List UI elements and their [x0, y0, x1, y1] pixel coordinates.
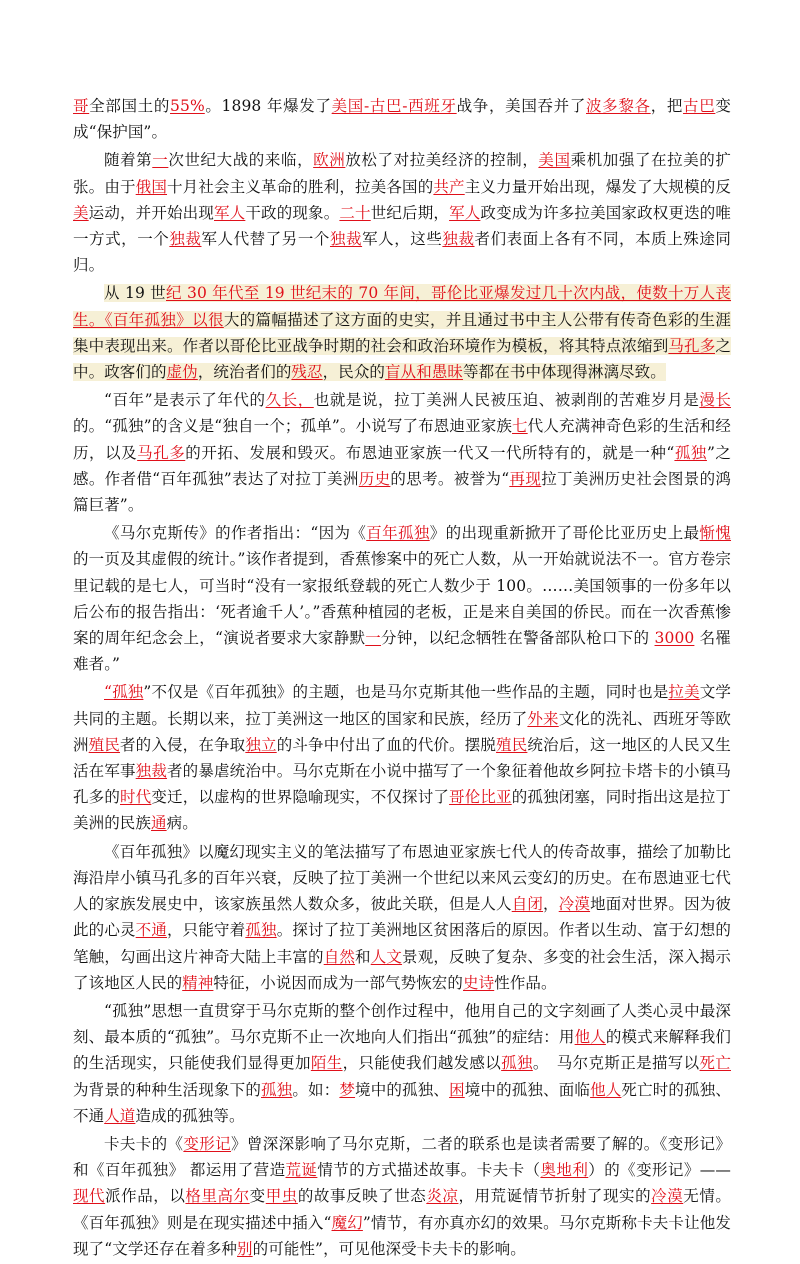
paragraph	[73, 1131, 731, 1262]
highlighted-text: 惭愧	[699, 524, 732, 543]
text-run: 文化的洗礼、西班牙等欧洲	[73, 709, 731, 754]
highlighted-text: 独裁	[442, 230, 475, 249]
text-run: 世纪后期，	[370, 203, 450, 222]
text-run: 》的出现重新掀开了哥伦比亚历史上最	[429, 524, 700, 543]
text-run: 之中。政客们的	[73, 336, 731, 382]
text-run: 特征，小说因而成为一部气势恢宏的	[213, 973, 464, 992]
paragraph	[73, 93, 731, 145]
text-run: 病。	[166, 814, 198, 833]
highlighted-text: 历史	[358, 469, 391, 488]
text-run: 景观，反映了复杂、多变的社会生活，深入揭示了该地区人民的	[73, 947, 731, 992]
highlighted-text: 纪 30 年代至 19 世纪末的 70 年间，哥伦比亚爆发过几十次内战，使数十万人丧生。《百年孤独》以很	[73, 284, 732, 329]
highlighted-text: 人道	[104, 1106, 136, 1125]
highlighted-text: 困	[449, 1080, 465, 1099]
highlighted-text: 百年孤独	[366, 524, 430, 543]
text-run: ，	[543, 895, 559, 914]
highlighted-text: 奥地利	[540, 1161, 589, 1180]
highlighted-text: 死亡	[699, 1054, 731, 1073]
paragraph	[73, 839, 731, 996]
text-run: 战争，美国吞并了	[456, 97, 586, 115]
highlighted-text: 拉美	[668, 683, 700, 702]
highlighted-text: 孤独	[674, 443, 707, 462]
highlighted-text: 冷漠	[558, 895, 591, 914]
text-run: 的模式来解释我们的生活现实，只能使我们显得更加	[73, 1028, 731, 1073]
highlighted-text: 美	[73, 203, 89, 222]
text-run: “百年”是表示了年代的	[104, 391, 266, 410]
highlighted-text: 格里高尔	[185, 1187, 250, 1206]
highlighted-text: 俄国	[135, 177, 168, 196]
highlighted-text: 独裁	[135, 762, 168, 781]
text-run: 境中的孤独、	[355, 1080, 450, 1099]
highlighted-text: 55%	[170, 97, 205, 115]
text-run: 的一页及其虚假的统计。”该作者提到，香蕉惨案中的死亡人数，从一开始就说法不一。官方卷宗里记载的是七人，可当时“没有一家报纸登载的死亡人数少于 100。……美国领事的一份多年以后公布的报告指出：‘死者逾千人’。”香蕉种植园的老板，正是来自美国的侨民。而在一次香蕉惨案的周年纪念会上，“演说者要求大家静默	[73, 550, 731, 648]
highlighted-text: 独立	[245, 735, 277, 754]
paragraph	[73, 147, 731, 278]
text-run: 的开拓、发展和毁灭。布恩迪亚家族一代又一代所特有的，就是一种“	[185, 443, 675, 462]
text-run: 分钟，以纪念牺牲在警备部队枪口下的	[381, 629, 655, 648]
text-run: 军人，这些	[362, 230, 443, 249]
paragraph	[73, 520, 731, 677]
text-run: 《百年孤独》以魔幻现实主义的笔法描写了布恩迪亚家族七代人的传奇故事，描绘了加勒比海沿岸小镇马孔多的百年兴衰，反映了拉丁美洲一个世纪以来风云变幻的历史。在布恩迪亚七代人的家族发展史中，该家族虽然人数众多，彼此关联，但是人人	[73, 842, 731, 914]
highlighted-text: 波多黎各	[586, 97, 651, 115]
highlighted-text: 盲从和愚昧	[385, 363, 464, 382]
text-run: 代人充满神奇色彩的生活和经历，以及	[73, 417, 731, 462]
text-run: 的故事反映了世态	[297, 1187, 427, 1206]
text-run: ”不仅是《百年孤独》的主题，也是马尔克斯其他一些作品的主题，同时也是	[143, 683, 669, 702]
highlighted-text: 马孔多	[137, 443, 186, 462]
highlighted-text: 现代	[73, 1187, 106, 1206]
paragraph	[73, 280, 731, 385]
highlighted-text: 精神	[182, 973, 214, 992]
highlighted-text: “孤独	[104, 683, 144, 702]
highlighted-text: 梦	[339, 1080, 356, 1099]
highlighted-text: 共产	[433, 177, 465, 196]
text-run: 的可能性”，可见他深受卡夫卡的影响。	[252, 1239, 526, 1258]
text-run: 情节的方式描述故事。卡夫卡（	[317, 1161, 541, 1180]
text-run: 统治后，这一地区的人民又生活在军事	[73, 735, 731, 781]
text-run: 造成的孤独等。	[135, 1106, 245, 1125]
text-run: 军人代替了另一个	[201, 230, 330, 249]
text-run: 运动，并开始出现	[88, 203, 215, 222]
text-run: 随着第	[104, 151, 153, 170]
highlighted-text: 变形记	[183, 1134, 231, 1153]
text-run: 干政的现象。	[245, 203, 340, 222]
text-run: 从 19 世	[104, 284, 166, 303]
text-run: ，用荒诞情节折射了现实的	[458, 1187, 652, 1206]
highlighted-text: 冷漠	[651, 1187, 684, 1206]
highlighted-text: 一	[152, 151, 169, 170]
highlighted-text: 军人	[449, 203, 481, 222]
text-run: ）的《变形记》——	[588, 1161, 732, 1180]
text-run: 变迁，以虚构的世界隐喻现实，不仅探讨了	[151, 788, 450, 807]
highlighted-text: 独裁	[329, 230, 363, 249]
text-run: 者的暴虐统治中。马尔克斯在小说中描写了一个象征着他故乡阿拉卡塔卡的小镇马孔多的	[73, 762, 731, 807]
highlighted-text: 哥	[73, 97, 90, 115]
text-run: 。1898 年爆发了	[204, 97, 332, 115]
highlighted-text: 陌生	[310, 1054, 343, 1073]
highlighted-text: 别	[237, 1239, 253, 1258]
highlighted-text: 他人	[574, 1028, 606, 1047]
highlighted-text: 甲虫	[265, 1187, 298, 1206]
highlighted-text: 荒诞	[285, 1161, 318, 1180]
text-run: ，只能使我们越发感以	[342, 1054, 502, 1073]
text-run: 次世纪大战的来临，	[168, 151, 314, 170]
text-run: 者们表面上各有不同，本质上殊途同归。	[73, 230, 731, 275]
highlighted-text: 通	[151, 814, 167, 833]
text-run: 性作品。	[494, 973, 557, 992]
highlighted-text: 独裁	[169, 230, 202, 249]
text-run: 。探讨了拉丁美洲地区贫困落后的原因。作者以生动、富于幻想的笔触，勾画出这片神奇大陆上丰富的	[73, 921, 731, 966]
highlighted-text: 史诗	[463, 973, 495, 992]
text-run: 等都在书中体现得淋漓尽致。	[463, 363, 666, 382]
text-run: 地面对世界。因为彼此的心灵	[73, 895, 732, 940]
highlighted-text: 孤独	[245, 921, 277, 940]
highlighted-text: 残忍	[291, 363, 323, 382]
highlighted-text: 外来	[527, 709, 559, 728]
text-run: 放松了对拉美经济的控制，	[345, 151, 539, 170]
text-run: 全部国土的	[89, 97, 171, 115]
document-body	[73, 93, 731, 1264]
highlighted-text: 久长，	[265, 391, 314, 410]
text-run: ，统治者们的	[197, 363, 292, 382]
text-run: 《马尔克斯传》的作者指出：“因为《	[104, 524, 367, 543]
text-run: “孤独”思想一直贯穿于马尔克斯的整个创作过程中，他用自己的文字刻画了人类心灵中最深刻、最本质的“孤独”。马尔克斯不止一次地向人们指出“孤独”的症结：用	[73, 1001, 731, 1047]
text-run: 的思考。被誉为“	[390, 469, 510, 488]
text-run: 十月社会主义革命的胜利，拉美各国的	[167, 177, 434, 196]
text-run: 的。“孤独”的含义是“独自一个；孤单”。小说写了布恩迪亚家族	[73, 417, 513, 436]
highlighted-text: 他人	[590, 1080, 622, 1099]
text-run: 卡夫卡的《	[104, 1134, 184, 1153]
paragraph	[73, 387, 731, 518]
highlighted-text: 自闭	[511, 895, 544, 914]
highlighted-text: 欧洲	[313, 151, 346, 170]
text-run: 者的入侵，在争取	[120, 735, 246, 754]
text-run: ，把	[650, 97, 684, 115]
paragraph	[73, 679, 731, 836]
highlighted-text: 虚伪	[166, 363, 198, 382]
highlighted-text: 时代	[120, 788, 152, 807]
text-run: 的孤独闭塞，同时指出这是拉丁美洲的民族	[73, 788, 731, 833]
text-run: 死亡时的孤独、不通	[73, 1080, 732, 1125]
highlighted-text: 古巴	[683, 97, 716, 115]
text-run: 政变成为许多拉美国家政权更迭的唯一方式，一个	[73, 203, 732, 249]
text-run: 派作品，以	[105, 1187, 186, 1206]
highlighted-text: 二十	[339, 203, 371, 222]
text-run: 变成“保护国”。	[73, 97, 731, 142]
highlighted-text: 漫长	[699, 391, 731, 410]
text-run: 主义力量开始出现，爆发了大规模的反	[464, 177, 732, 196]
highlighted-text: 自然	[323, 947, 356, 966]
paragraph	[73, 998, 731, 1129]
text-run: 和	[355, 947, 371, 966]
highlighted-text: 美国-古巴-西班牙	[331, 97, 457, 115]
text-run: 。 马尔克斯正是描写以	[532, 1054, 700, 1073]
highlighted-text: 孤独	[261, 1080, 293, 1099]
text-run: 的斗争中付出了血的代价。摆脱	[276, 735, 497, 754]
text-run: 乘机加强了在拉美的扩张。由于	[73, 151, 731, 196]
highlighted-text: 炎凉	[426, 1187, 459, 1206]
text-run: 大的篇幅描述了这方面的史实，并且通过书中主人公带有传奇色彩的生涯集中表现出来。作者以哥伦比亚战争时期的社会和政治环境作为模板，将其特点浓缩到	[73, 310, 731, 355]
highlighted-text: 人文	[370, 947, 403, 966]
highlighted-text: 再现	[509, 469, 542, 488]
text-run: 为背景的种种生活现象下的	[73, 1080, 262, 1099]
text-run: 。如：	[292, 1080, 340, 1099]
highlighted-text: 哥伦比亚	[449, 788, 512, 807]
text-run: 拉丁美洲历史社会图景的鸿篇巨著”。	[73, 469, 732, 515]
text-run: ，民众的	[322, 363, 386, 382]
text-run: ”之感。作者借“百年孤独”表达了对拉丁美洲	[73, 443, 731, 488]
text-run: 》曾深深影响了马尔克斯，二者的联系也是读者需要了解的。《变形记》和《百年孤独》 都运用了营造	[73, 1134, 731, 1180]
text-run: 也就是说，拉丁美洲人民被压迫、被剥削的苦难岁月是	[313, 391, 700, 410]
text-run: ，只能守着	[167, 921, 246, 940]
highlighted-text: 魔幻	[331, 1213, 363, 1232]
text-run: 无情。《百年孤独》则是在现实描述中插入“	[73, 1187, 731, 1232]
text-run: 变	[249, 1187, 266, 1206]
text-run: 境中的孤独、面临	[464, 1080, 591, 1099]
highlighted-text: 殖民	[496, 735, 528, 754]
highlighted-text: 一	[365, 629, 382, 648]
text-run: 名罹难者。”	[73, 629, 731, 674]
highlighted-text: 3000	[654, 629, 695, 648]
highlighted-text: 军人	[214, 203, 246, 222]
highlighted-text: 不通	[135, 921, 168, 940]
text-run: ”情节，有亦真亦幻的效果。马尔克斯称卡夫卡让他发现了“文学还存在着多种	[73, 1213, 731, 1258]
highlighted-text: 孤独	[501, 1054, 533, 1073]
highlighted-text: 殖民	[88, 735, 121, 754]
highlighted-text: 七	[512, 417, 528, 436]
highlighted-text: 马孔多	[668, 336, 716, 355]
highlighted-text: 美国	[538, 151, 571, 170]
text-run: 文学共同的主题。长期以来，拉丁美洲这一地区的国家和民族，经历了	[73, 683, 731, 728]
